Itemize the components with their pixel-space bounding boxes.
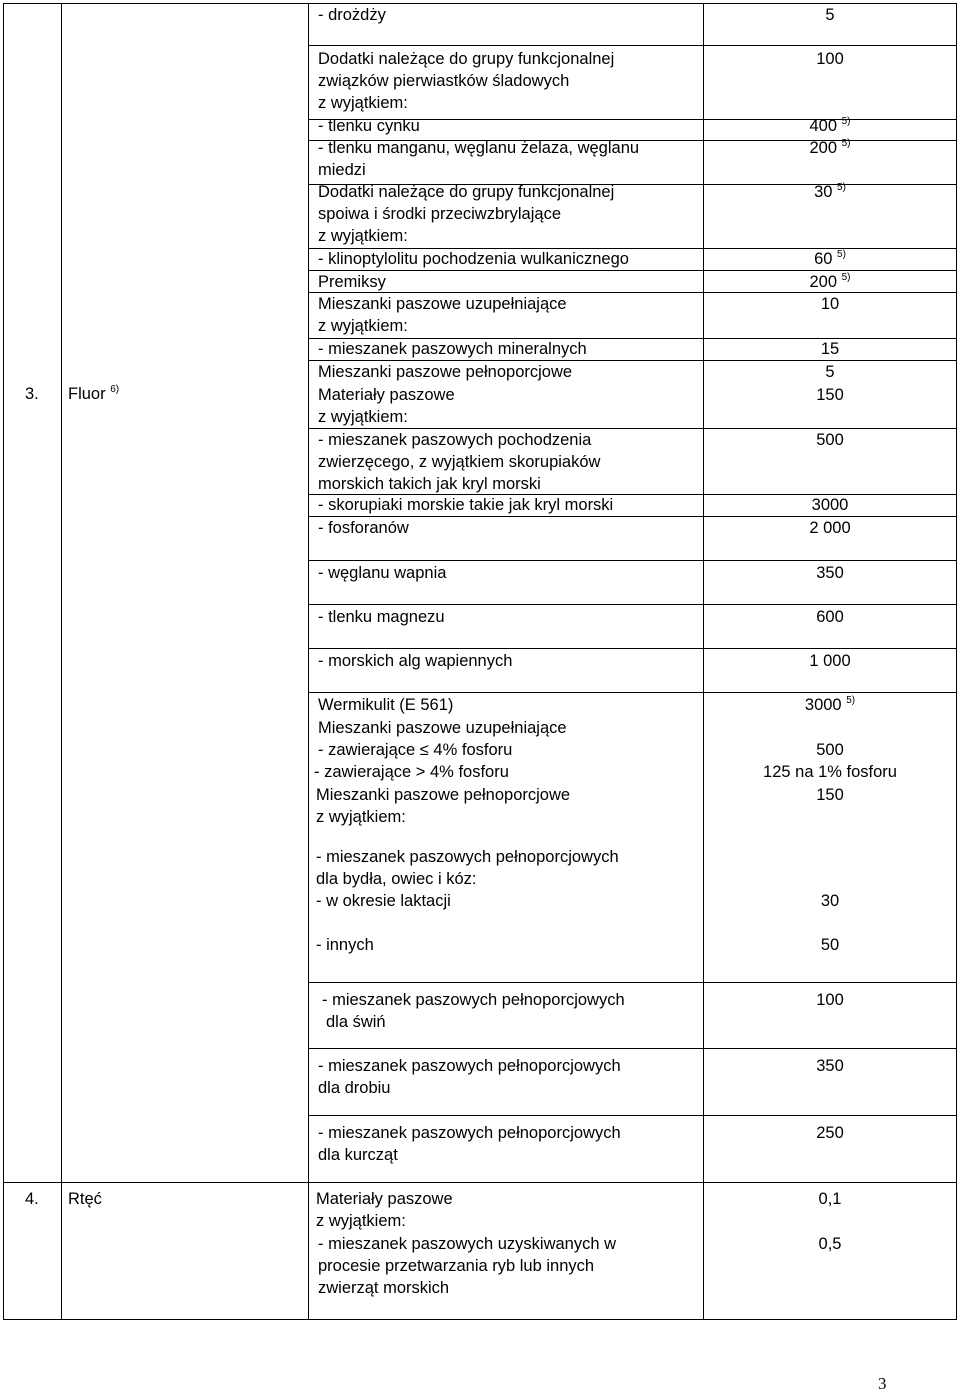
row-divider <box>308 1115 956 1116</box>
row-label: - mieszanek paszowych pełnoporcjowych <box>318 1057 621 1075</box>
row-label: z wyjątkiem: <box>316 808 406 826</box>
row-label: zwierzęcego, z wyjątkiem skorupiaków <box>318 453 601 471</box>
row-value: 5 <box>825 363 835 381</box>
row-divider <box>308 45 956 46</box>
footnote-marker: 5) <box>837 249 846 260</box>
footnote-marker: 5) <box>841 272 851 283</box>
row-label: - mieszanek paszowych uzyskiwanych w <box>318 1235 617 1253</box>
row-label: - drożdży <box>318 6 386 24</box>
row-label: - tlenku manganu, węglanu żelaza, węglanu <box>318 139 640 157</box>
row-divider <box>308 1048 956 1049</box>
row-label: - tlenku magnezu <box>318 608 445 626</box>
row-label: - w okresie laktacji <box>316 892 451 910</box>
row-value: 350 <box>816 564 844 582</box>
row-label: dla kurcząt <box>318 1146 398 1164</box>
row-value: 350 <box>816 1057 844 1075</box>
row-label: - skorupiaki morskie takie jak kryl morski <box>318 496 614 514</box>
row-value: 15 <box>820 340 840 358</box>
row-value: 125 na 1% fosforu <box>763 763 897 781</box>
row-label: - mieszanek paszowych pełnoporcjowych <box>316 848 619 866</box>
item-name: Fluor $^{6)}$ <box>68 384 120 403</box>
row-label: z wyjątkiem: <box>318 317 408 335</box>
footnote-marker: 5) <box>837 182 846 193</box>
row-value: 100 <box>816 50 844 68</box>
row-label: - węglanu wapnia <box>318 564 447 582</box>
row-label: Dodatki należące do grupy funkcjonalnej <box>318 183 615 201</box>
row-value: 0,1 <box>818 1190 842 1208</box>
item-number: 4. <box>25 1190 39 1208</box>
item-name: Rtęć <box>68 1190 102 1208</box>
row-value: 60 $^{5)}$ <box>814 249 846 268</box>
row-label: - mieszanek paszowych pełnoporcjowych <box>318 1124 621 1142</box>
row-label: - mieszanek paszowych pełnoporcjowych <box>322 991 625 1009</box>
footnote-marker: 5) <box>841 116 851 127</box>
footnote-marker: 5) <box>841 138 851 149</box>
row-value: 200 $^{5)}$ <box>809 272 851 291</box>
row-value: 5 <box>825 6 835 24</box>
row-label: - mieszanek paszowych pochodzenia <box>318 431 592 449</box>
row-label: - tlenku cynku <box>318 117 420 135</box>
row-label: morskich takich jak kryl morski <box>318 475 541 493</box>
column-divider-3 <box>703 4 704 1319</box>
footnote-marker: 5) <box>846 695 856 706</box>
row-label: Dodatki należące do grupy funkcjonalnej <box>318 50 615 68</box>
row-divider <box>308 604 956 605</box>
row-value: 500 <box>816 741 844 759</box>
row-label: Mieszanki paszowe pełnoporcjowe <box>318 363 573 381</box>
row-label: zwierząt morskich <box>318 1279 450 1297</box>
row-label: dla bydła, owiec i kóz: <box>316 870 477 888</box>
row-value: 250 <box>816 1124 844 1142</box>
row-value: 200 $^{5)}$ <box>809 138 851 157</box>
column-divider-1 <box>61 4 62 1319</box>
row-label: Mieszanki paszowe pełnoporcjowe <box>316 786 571 804</box>
footnote-marker: 6) <box>110 384 120 395</box>
column-divider-2 <box>308 4 309 1319</box>
row-label: Materiały paszowe <box>316 1190 453 1208</box>
row-label: - morskich alg wapiennych <box>318 652 513 670</box>
row-value: 3000 <box>811 496 849 514</box>
row-label: spoiwa i środki przeciwzbrylające <box>318 205 562 223</box>
row-label: związków pierwiastków śladowych <box>318 72 570 90</box>
row-value: 1 000 <box>809 652 851 670</box>
row-value: 3000 $^{5)}$ <box>804 695 856 714</box>
row-value: 50 <box>820 936 840 954</box>
row-value: 400 $^{5)}$ <box>809 116 851 135</box>
row-label: z wyjątkiem: <box>316 1212 406 1230</box>
row-label: Mieszanki paszowe uzupełniające <box>318 295 567 313</box>
row-label: Materiały paszowe <box>318 386 455 404</box>
item-divider <box>4 1182 956 1183</box>
row-label: Premiksy <box>318 273 386 291</box>
row-label: z wyjątkiem: <box>318 227 408 245</box>
row-divider <box>308 692 956 693</box>
row-label: - zawierające > 4% fosforu <box>314 763 509 781</box>
row-label: z wyjątkiem: <box>318 94 408 112</box>
row-divider <box>308 648 956 649</box>
row-label: - mieszanek paszowych mineralnych <box>318 340 587 358</box>
row-label: - klinoptylolitu pochodzenia wulkanicznego <box>318 250 629 268</box>
row-label: - fosforanów <box>318 519 409 537</box>
row-label: Mieszanki paszowe uzupełniające <box>318 719 567 737</box>
row-value: 600 <box>816 608 844 626</box>
row-label: dla drobiu <box>318 1079 391 1097</box>
row-value: 10 <box>820 295 840 313</box>
row-value: 150 <box>816 386 844 404</box>
row-value: 30 <box>820 892 840 910</box>
row-value: 150 <box>816 786 844 804</box>
row-label: Wermikulit (E 561) <box>318 696 454 714</box>
row-label: miedzi <box>318 161 366 179</box>
page-number: 3 <box>878 1374 887 1393</box>
row-label: procesie przetwarzania ryb lub innych <box>318 1257 595 1275</box>
row-divider <box>308 560 956 561</box>
row-label: dla świń <box>326 1013 386 1031</box>
row-value: 500 <box>816 431 844 449</box>
row-value: 0,5 <box>818 1235 842 1253</box>
row-label: - zawierające ≤ 4% fosforu <box>318 741 513 759</box>
row-divider <box>308 982 956 983</box>
item-number: 3. <box>25 385 39 403</box>
row-label: - innych <box>316 936 374 954</box>
row-value: 2 000 <box>809 519 851 537</box>
row-value: 100 <box>816 991 844 1009</box>
row-label: z wyjątkiem: <box>318 408 408 426</box>
row-value: 30 $^{5)}$ <box>814 182 846 201</box>
